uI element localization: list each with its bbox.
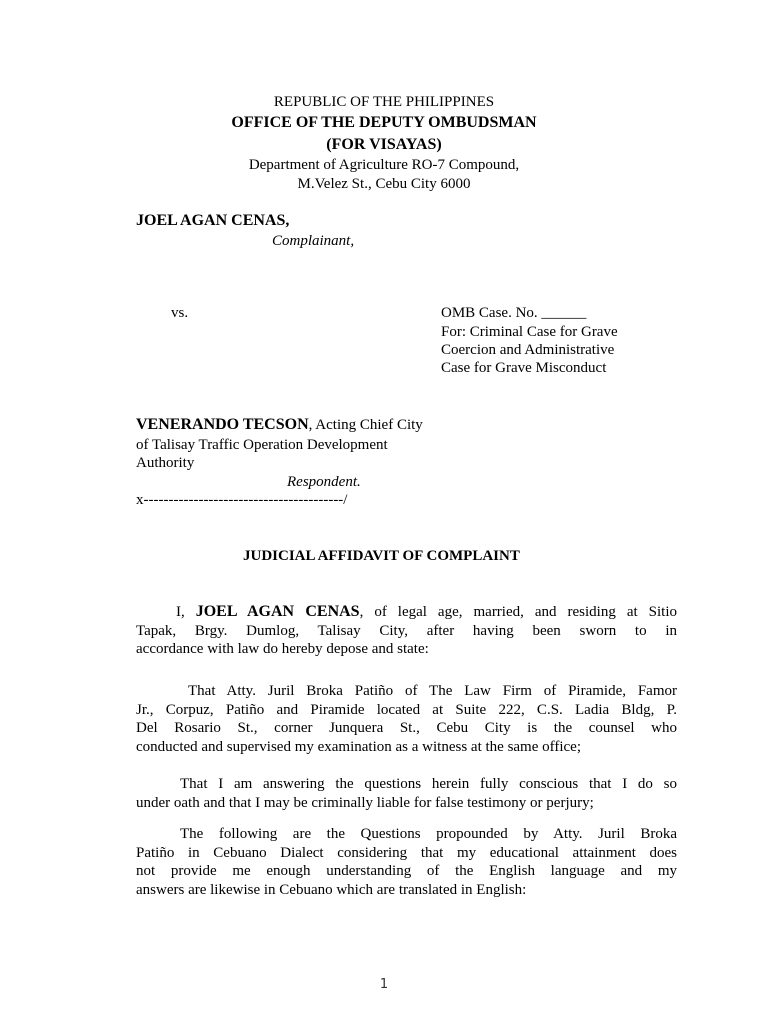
paragraph-4	[136, 825, 677, 899]
paragraph-1	[136, 603, 677, 659]
paragraph-4-line4: answers are likewise in Cebuano which are translated in English:	[136, 881, 527, 898]
paragraph-3	[136, 775, 677, 812]
document-title: JUDICIAL AFFIDAVIT OF COMPLAINT	[243, 548, 520, 564]
respondent-title: , Acting Chief City	[308, 417, 423, 433]
paragraph-1-line1: I, JOEL AGAN CENAS, of legal age, married, and residing at Sitio	[176, 603, 677, 620]
page-number: 1	[379, 977, 389, 992]
case-number: OMB Case. No. ______	[441, 305, 587, 321]
respondent-line2: of Talisay Traffic Operation Development	[136, 437, 388, 453]
paragraph-4-line3: not provide me enough understanding of the English language and my	[136, 863, 677, 880]
paragraph-3-line1: That I am answering the questions herein fully conscious that I do so	[180, 776, 677, 792]
respondent-line1	[136, 416, 423, 434]
complainant-role: Complainant,	[272, 233, 355, 249]
case-for-line2: Coercion and Administrative	[441, 342, 615, 358]
header-country: REPUBLIC OF THE PHILIPPINES	[273, 94, 495, 110]
caption-separator: x----------------------------------------/	[136, 492, 348, 508]
paragraph-1-line3: accordance with law do hereby depose and state:	[136, 641, 429, 658]
paragraph-3-line2: under oath and that I may be criminally liable for false testimony or perjury;	[136, 794, 594, 811]
affiant-name: JOEL AGAN CENAS	[195, 603, 360, 620]
header-region: (FOR VISAYAS)	[326, 136, 442, 153]
complainant-name: JOEL AGAN CENAS,	[136, 212, 290, 229]
respondent-name: VENERANDO TECSON	[136, 416, 309, 433]
case-for-line3: Case for Grave Misconduct	[441, 360, 607, 376]
case-for-line1: For: Criminal Case for Grave	[441, 324, 618, 340]
paragraph-4-line1: The following are the Questions propounded by Atty. Juril Broka	[180, 826, 677, 842]
paragraph-1-line2: Tapak, Brgy. Dumlog, Talisay City, after having been sworn to in	[136, 622, 677, 639]
header-address-line1: Department of Agriculture RO-7 Compound,	[248, 157, 520, 173]
header-address-line2: M.Velez St., Cebu City 6000	[297, 176, 471, 192]
paragraph-2	[136, 682, 677, 756]
header-office: OFFICE OF THE DEPUTY OMBUDSMAN	[231, 114, 537, 131]
paragraph-2-line3: Del Rosario St., corner Junquera St., Cebu City is the counsel who	[136, 720, 677, 737]
paragraph-2-line2: Jr., Corpuz, Patiño and Piramide located at Suite 222, C.S. Ladia Bldg, P.	[136, 701, 677, 718]
paragraph-2-line1: That Atty. Juril Broka Patiño of The Law Firm of Piramide, Famor	[188, 683, 677, 699]
versus-label: vs.	[171, 305, 189, 321]
paragraph-2-line4: conducted and supervised my examination as a witness at the same office;	[136, 738, 582, 755]
paragraph-4-line2: Patiño in Cebuano Dialect considering that my educational attainment does	[136, 844, 677, 861]
respondent-role: Respondent.	[287, 474, 361, 490]
respondent-line3: Authority	[136, 455, 195, 471]
